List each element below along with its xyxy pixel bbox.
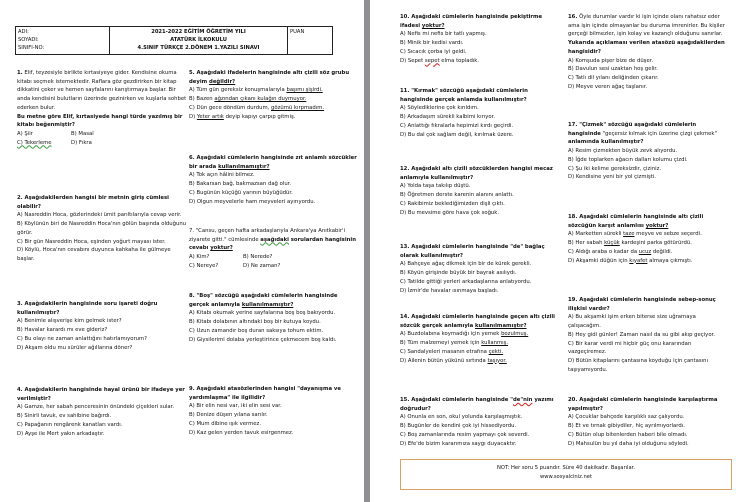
q18-stem: 18. Aşağıdaki cümlelerin hangisinde altı çizili sözcüğün karşıt anlamlısı xyxy=(568,214,704,229)
q6-stem-emphasis: kullanılmamıştır? xyxy=(218,163,270,170)
q10-d-text: D) Sepet xyxy=(400,57,424,64)
q4-option-b[interactable]: B) Sinirli tavuk, ev sahibine bağırdı. xyxy=(17,413,112,420)
question-10 xyxy=(400,13,560,65)
q5-option-d[interactable] xyxy=(189,113,359,122)
q14-a-underlined: bozulmuş. xyxy=(501,331,529,338)
q14-stem: 14. Aşağıdaki cümlelerin hangisinde geçen altı çizili sözcük gerçek anlamıyla xyxy=(400,314,555,329)
q4-option-d[interactable]: D) Ayşe ile Mert yakın arkadaştır. xyxy=(17,430,105,437)
q20-option-b[interactable]: B) Et ve tırnak gibiydiler, hiç ayrılmıyorlardı. xyxy=(568,423,685,430)
q12-stem: 12. Aşağıdaki altı çizili sözcüklerden hangisi mecaz anlamıyla kullanılmıştır? xyxy=(400,166,553,181)
q10-d-marked: sepet xyxy=(424,57,440,64)
q7-stem-emphasis: yoktur? xyxy=(210,245,233,252)
score-cell xyxy=(288,27,332,54)
q13-stem: 13. Aşağıdaki cümlelerin hangisinde "de" bağlaç olarak kullanılmıştır? xyxy=(400,244,545,259)
q19-option-d[interactable]: D) Bütün kitaplarını çantasına koyduğu için çantasını taşıyamıyordu. xyxy=(568,357,708,373)
q8-stem-emphasis: kullanılmamıştır? xyxy=(241,301,294,308)
q17-option-c[interactable]: C) Şu iki kelime gereksizdir, çiziniz. xyxy=(568,165,662,172)
q4-stem: 4. Aşağıdakilerin hangisinde hayal ürünü bir ifadeye yer verilmiştir? xyxy=(17,387,185,402)
question-1 xyxy=(17,69,187,147)
question-13 xyxy=(400,243,560,295)
q14-option-b[interactable] xyxy=(400,339,560,348)
q9-option-d[interactable]: D) Kaz gelen yerden tavuk esirgenmez. xyxy=(189,429,294,436)
question-12 xyxy=(400,165,560,217)
q15-option-d[interactable]: D) Efe'de bizim kararımıza saygı duyacaktır. xyxy=(400,440,517,447)
q8-option-a[interactable]: A) Kitabı okumak yerine sayfalarına boş boş bakıyordu. xyxy=(189,310,336,317)
q16-option-b[interactable]: B) Davulun sesi uzaktan hoş gelir. xyxy=(568,66,658,73)
q15-stem-2: yazımı doğrudur? xyxy=(400,397,554,412)
q3-option-c[interactable]: C) Bu olayı ne zaman anlattığını hatırlamıyorum? xyxy=(17,335,147,342)
q18-b-underlined: küçük xyxy=(604,240,620,247)
q14-a-text: A) Buzdolabına koymadığı için yemek xyxy=(400,331,500,338)
q18-d-text: D) Akşamki düğün için xyxy=(568,257,628,264)
q13-option-a[interactable]: A) Bahçeye ağaç dikmek için bir de kürek gerekli. xyxy=(400,261,532,268)
q5-stem: 5. Aşağıdaki ifadelerin hangisinde altı çizili söz grubu deyim xyxy=(189,70,350,85)
q19-option-a[interactable]: A) Bu akşamki işim erken biterse size uğramaya çalışacağım. xyxy=(568,314,696,330)
q10-option-b[interactable]: B) Minik bir kedisi vardı. xyxy=(400,40,464,47)
question-8 xyxy=(189,292,359,344)
q7-option-d[interactable]: D) Ne zaman? xyxy=(243,262,281,269)
q7-stem-2: sorulardan hangisinin cevabı xyxy=(189,236,356,252)
question-19 xyxy=(568,296,728,374)
q16-stem: Yukarıda açıklaması verilen atasözü aşağıdakilerden hangisidir? xyxy=(568,40,725,55)
q15-option-c[interactable]: C) Boş zamanlarında resim yapmayı çok severdi. xyxy=(400,431,530,438)
q11-option-b[interactable]: B) Arkadaşım sürekli kalbimi kırıyor. xyxy=(400,114,495,121)
q14-option-c[interactable] xyxy=(400,348,560,357)
question-2 xyxy=(17,194,187,264)
q5-d-text-end: deyip kapıyı çarpıp gitmiş. xyxy=(225,113,296,120)
q6-option-a[interactable]: A) Tok açın hâlini bilmez. xyxy=(189,172,255,179)
q13-option-d[interactable]: D) İzmir'de havalar ısınmaya başladı. xyxy=(400,287,499,294)
q20-stem: 20. Aşağıdaki cümlelerin hangisinde karşılaştırma yapılmıştır? xyxy=(568,397,718,412)
q17-stem-2: anlamında kullanılmıştır? xyxy=(568,139,644,146)
q4-option-a[interactable]: A) Gamze, her sabah penceresinin önündeki çiçekleri sular. xyxy=(17,404,175,411)
q18-c-text-end: değildi. xyxy=(652,248,673,255)
q9-stem: 9. Aşağıdaki atasözlerinden hangisi "dayanışma ve yardımlaşma" ile ilgilidir? xyxy=(189,386,341,401)
student-info-cell xyxy=(16,27,110,54)
q8-option-c[interactable]: C) Uzun zamandır boş duran saksıya tohum ektim. xyxy=(189,327,324,334)
q14-b-text: B) Tüm malzemeyi yemek için xyxy=(400,340,480,347)
question-7 xyxy=(189,227,359,271)
q1-stem: Bu metne göre Elif, kırtasiyede hangi türde yazılmış bir kitabı beğenmiştir? xyxy=(17,113,183,129)
q3-option-b[interactable]: B) Havalar karardı mı eve gideriz? xyxy=(17,327,108,334)
q7-option-c[interactable]: C) Nereye? xyxy=(189,262,219,269)
q5-a-text: A) Tüm gün gereksiz konuşmalarıyla xyxy=(189,87,285,94)
name-label: ADI: xyxy=(18,29,29,35)
q1-option-d[interactable]: D) Fıkra xyxy=(71,139,92,146)
q9-option-c[interactable]: C) Mum dibine ışık vermez. xyxy=(189,420,262,427)
q1-option-b[interactable]: B) Masal xyxy=(71,130,94,137)
q3-option-d[interactable]: D) Akşam oldu mu sürüler ağıllarına döner? xyxy=(17,344,133,351)
q6-option-d[interactable]: D) Olgun meyvelerle ham meyveleri ayırıyordu. xyxy=(189,198,316,205)
q11-option-c[interactable]: C) Anlattığı fıkralarla hepimizi kırdı geçirdi. xyxy=(400,122,514,129)
q18-option-a[interactable] xyxy=(568,230,728,239)
q10-option-a[interactable]: A) Nefis mi nefis bir tatlı yapmış. xyxy=(400,31,487,38)
q5-option-b[interactable] xyxy=(189,95,359,104)
q12-option-a[interactable]: A) Yolda taşa takılıp düştü. xyxy=(400,183,471,190)
school-year: 2021-2022 EĞİTİM ÖĞRETİM YILI xyxy=(151,29,246,35)
q2-option-c[interactable]: C) Bir gün Nasreddin Hoca, eşinden yoğurt mayası ister. xyxy=(17,238,166,245)
q16-option-a[interactable]: A) Komşuda pişer bize de düşer. xyxy=(568,57,654,64)
q7-stem-marked: aşağıdaki xyxy=(260,236,289,243)
q5-d-text: D) xyxy=(189,113,196,120)
q5-a-underlined: başımı şişirdi. xyxy=(286,87,323,94)
q13-option-b[interactable]: B) Köyün girişinde büyük bir bayrak asılıydı. xyxy=(400,270,517,277)
q18-d-underlined: kıyafet xyxy=(629,257,648,264)
q18-c-text: C) Aldığı araba o kadar da xyxy=(568,248,638,255)
q14-option-d[interactable] xyxy=(400,357,560,366)
q16-option-c[interactable]: C) Tatlı dil yılanı deliğinden çıkarır. xyxy=(568,74,659,81)
q16-text: Öyle durumlar vardır ki işin içinde olanı rahatsız eder ama işin içinde olmayanlar bu duruma imrenirler. Bu kişiler gerçeği bilmezler, işin kolay ve kazançlı olduğunu sanırlar. xyxy=(568,14,725,38)
q18-c-underlined: ucuz xyxy=(638,248,652,255)
q16-number: 16. xyxy=(568,14,578,20)
q2-stem: 2. Aşağıdakilerden hangisi bir metnin giriş cümlesi olabilir? xyxy=(17,195,169,210)
q7-option-b[interactable]: B) Nerede? xyxy=(243,254,273,261)
note-text: NOT: Her soru 5 puandır. Süre 40 dakikadır. Başarılar. xyxy=(497,465,635,471)
q17-option-b[interactable]: B) İğde toplarken ağacın dalları kolumu çizdi. xyxy=(568,156,688,163)
exam-note-box xyxy=(400,459,732,490)
q6-option-b[interactable]: B) Bakarsan bağ, bakmazsan dağ olur. xyxy=(189,181,292,188)
q11-option-d[interactable]: D) Bu dal çok sağlam değil, kırılmak üzere. xyxy=(400,131,514,138)
q9-option-a[interactable]: A) Bir elin nesi var, iki elin sesi var. xyxy=(189,403,282,410)
q12-option-b[interactable]: B) Öğretmen derste karenin alanını anlattı. xyxy=(400,192,514,199)
exam-page-left xyxy=(0,0,364,502)
q13-option-c[interactable]: C) Tatilde gittiği yerleri arkadaşlarına anlatıyordu. xyxy=(400,278,532,285)
q5-option-a[interactable] xyxy=(189,86,359,95)
score-label: PUAN xyxy=(290,29,305,35)
q10-stem-emphasis: yoktur? xyxy=(421,22,445,29)
q5-d-underlined: Yeter artık xyxy=(196,113,224,120)
question-20 xyxy=(568,396,728,448)
q1-text: Elif, teyzesiyle birlikte kırtasiyeye gider. Kendisine okuma kitabı seçmek istemektedir. Raflara göz gezdirirken bir kitap dikkatini çeker ve hemen sayfalarını karıştırmaya başlar. Bir anda kendisini bulutların üzerinde gezinirken ve kuşlarla sohbet ederken bulur. xyxy=(17,70,187,111)
q17-option-d[interactable]: D) Kendisine yeni bir yol çizmişti. xyxy=(568,174,656,181)
question-17 xyxy=(568,121,728,182)
exam-header-table xyxy=(15,26,333,55)
q10-d-text-end: elma topladık. xyxy=(441,57,480,64)
q9-option-b[interactable]: B) Denize düşen yılana sarılır. xyxy=(189,412,268,419)
q14-d-text: D) Ailenin bütün yükünü sırtında xyxy=(400,357,486,364)
class-no-label: SINIFI-NO: xyxy=(18,45,45,51)
q7-option-a[interactable]: A) Kim? xyxy=(189,254,210,261)
q18-option-b[interactable] xyxy=(568,239,728,248)
question-15 xyxy=(400,396,560,448)
q18-b-text-end: kardeşini parka götürürdü. xyxy=(621,240,692,247)
q18-b-text: B) Her sabah xyxy=(568,240,603,247)
q15-option-b[interactable]: B) Bugünler de kendini çok iyi hissediyordu. xyxy=(400,423,517,430)
question-4 xyxy=(17,386,187,438)
q11-option-a[interactable]: A) Söylediklerine çok kırıldım. xyxy=(400,105,479,112)
q5-b-underlined: ağzından çıkanı kulağın duymuyor. xyxy=(214,96,307,103)
q2-option-a[interactable]: A) Nasreddin Hoca, gözlerindeki ümit parıltılarıyla cevap verir. xyxy=(17,212,182,219)
question-14 xyxy=(400,313,560,365)
q20-option-c[interactable]: C) Bütün olup bitenlerden haberi bile olmadı. xyxy=(568,431,688,438)
q5-stem-emphasis: değildir? xyxy=(209,78,236,85)
q1-number: 1. xyxy=(17,70,23,76)
q8-option-d[interactable]: D) Giysilerimi dolaba yerleştirince çekmecem boş kaldı. xyxy=(189,336,337,343)
q1-option-c[interactable]: C) Tekerleme xyxy=(17,139,52,146)
q14-option-a[interactable] xyxy=(400,330,560,339)
q3-option-a[interactable]: A) Benimle alışverişe kim gelmek ister? xyxy=(17,318,122,325)
q5-option-c[interactable] xyxy=(189,104,359,113)
q15-stem: 15. Aşağıdaki cümlelerin hangisinde " xyxy=(400,397,513,403)
q1-option-a[interactable]: A) Şiir xyxy=(17,130,33,137)
q18-option-d[interactable] xyxy=(568,257,728,266)
q2-option-b[interactable]: B) Köylünün biri de Nasreddin Hoca'nın gölün başında olduğunu görür. xyxy=(17,221,187,236)
q20-option-d[interactable]: D) Mahsulün bu yıl daha iyi olduğunu söyledi. xyxy=(568,440,689,447)
q12-option-c[interactable]: C) Rakibimiz beklediğimizden dişli çıktı. xyxy=(400,200,505,207)
q8-stem: 8. "Boş" sözcüğü aşağıdaki cümlelerin hangisinde gerçek anlamıyla xyxy=(189,293,338,308)
question-5 xyxy=(189,69,359,121)
q5-b-text: B) Bazen xyxy=(189,96,213,103)
q17-option-a[interactable]: A) Resim çizmekten büyük zevk alıyordu. xyxy=(568,148,678,155)
exam-page-right xyxy=(370,0,740,502)
q19-option-b[interactable]: B) Hey gidi günler! Zaman nasıl da su gibi akıp geçiyor. xyxy=(568,331,715,338)
q17-stem: 17. "Çizmek" sözcüğü aşağıdaki cümlelerin hangisinde xyxy=(568,122,697,137)
q16-option-d[interactable]: D) Meyve veren ağaç taşlanır. xyxy=(568,83,648,90)
q4-option-c[interactable]: C) Papağanın rengârenk kanatları vardı. xyxy=(17,421,123,428)
q18-d-text-end: almaya çıkmıştı. xyxy=(649,257,693,264)
q6-option-c[interactable]: C) Bugünün küçüğü yarının büyüğüdür. xyxy=(189,189,293,196)
question-6 xyxy=(189,154,359,206)
q18-a-text: A) Marketten sürekli xyxy=(568,231,622,238)
q2-option-d[interactable]: D) Köylü, Hoca'nın cevabını duyunca kahkaha ile gülmeye başlar. xyxy=(17,247,171,262)
q3-stem: 3. Aşağıdakilerin hangisinde soru işareti doğru kullanılmıştır? xyxy=(17,301,158,316)
q15-option-a[interactable]: A) Onunla en son, okul yolunda karşılaşmıştık. xyxy=(400,414,523,421)
q19-option-c[interactable]: C) Bir karar verdi mi hiçbir güç onu kararından vazgeçiremez. xyxy=(568,340,692,356)
q18-stem-emphasis: yoktur? xyxy=(645,222,669,229)
exam-title: 4.SINIF TÜRKÇE 2.DÖNEM 1.YAZILI SINAVI xyxy=(137,45,260,51)
q10-stem: 10. Aşağıdaki cümlelerin hangisinde pekiştirme ifadesi xyxy=(400,14,543,29)
question-18 xyxy=(568,213,728,265)
q5-c-underlined: gözümü kırpmadım. xyxy=(270,104,325,111)
note-website: www.sosyalciniz.net xyxy=(539,474,593,480)
exam-title-cell xyxy=(110,27,288,54)
surname-label: SOYADI: xyxy=(18,37,39,43)
q14-c-text: C) Sandalyeleri masanın etrafına xyxy=(400,348,487,355)
q14-stem-emphasis: kullanılmamıştır? xyxy=(475,322,527,329)
q20-option-a[interactable]: A) Çocuklar bahçede karşılıklı saz çalıyordu. xyxy=(568,414,685,421)
q6-stem: 6. Aşağıdaki cümlelerin hangisinde zıt anlamlı sözcükler bir arada xyxy=(189,155,357,170)
school-name: ATATÜRK İLKOKULU xyxy=(170,37,227,43)
q5-c-text: C) Dün gece döndüm durdum, xyxy=(189,104,270,111)
question-3 xyxy=(17,300,187,352)
q12-option-d[interactable]: D) Bu mevsime göre hava çok soğuk. xyxy=(400,209,500,216)
q18-a-text-end: meyve ve sebze seçerdi. xyxy=(636,231,702,238)
q8-option-b[interactable]: B) Kitabı dolabının altındaki boş bir kutuya koydu. xyxy=(189,319,321,326)
q15-stem-marked: de"nin xyxy=(512,397,533,403)
q18-a-underlined: taze xyxy=(623,231,635,238)
q14-d-underlined: taşıyor. xyxy=(487,357,507,364)
q11-stem: 11. "Kırmak" sözcüğü aşağıdaki cümlelerin hangisinde gerçek anlamda kullanılmıştır? xyxy=(400,88,528,103)
q10-option-c[interactable]: C) Sıcacık çorba iyi geldi. xyxy=(400,48,467,55)
q10-option-d[interactable] xyxy=(400,57,560,66)
question-9 xyxy=(189,385,359,437)
q14-c-underlined: çekti. xyxy=(488,348,504,355)
question-16 xyxy=(568,13,728,91)
q7-stem: 7. "Cansu, geçen hafta arkadaşlarıyla Ankara'ya Anıtkabir'i ziyarete gitti." cümlesinde xyxy=(189,228,345,243)
q18-option-c[interactable] xyxy=(568,248,728,257)
q17-stem-quote: "geçersiz kılmak için üzerine çizgi çekmek" xyxy=(602,130,717,137)
q14-b-underlined: kullanmış. xyxy=(481,340,509,347)
question-11 xyxy=(400,87,560,139)
q19-stem: 19. Aşağıdaki cümlelerin hangisinde sebep-sonuç ilişkisi vardır? xyxy=(568,297,716,312)
